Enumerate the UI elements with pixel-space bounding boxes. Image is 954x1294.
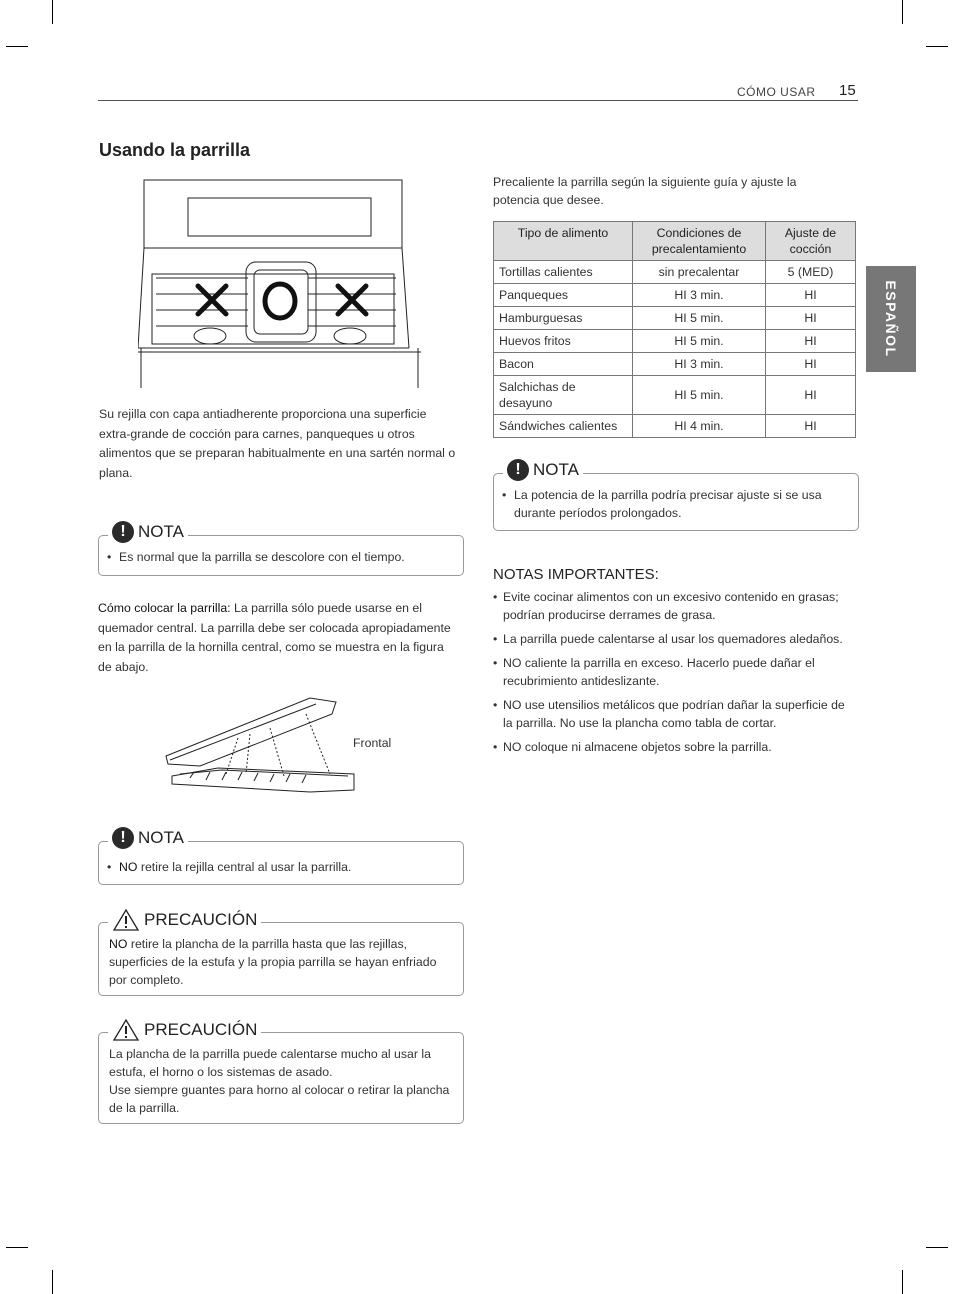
crop-mark <box>6 1247 28 1248</box>
table-row <box>494 307 856 330</box>
figure-label: Frontal <box>353 736 392 750</box>
crop-mark <box>902 1270 903 1294</box>
list-item: • Evite cocinar alimentos con un excesivo contenido en grasas; podrían producirse derrames de grasa. <box>493 588 849 624</box>
list-item: • La parrilla puede calentarse al usar los quemadores aledaños. <box>493 630 849 648</box>
table-cell: Bacon <box>494 353 633 376</box>
table-cell: HI <box>766 376 856 415</box>
how-to-label: Cómo colocar la parrilla: <box>98 601 231 615</box>
griddle-placement-illustration <box>160 694 356 794</box>
crop-mark <box>52 1270 53 1294</box>
caution-text-body: retire la plancha de la parrilla hasta que las rejillas, superficies de la estufa y la propia parrilla se hayan enfriado por completo. <box>109 937 437 987</box>
table-cell: HI 5 min. <box>633 307 766 330</box>
caution-emphasis: NO <box>109 937 128 951</box>
crop-mark <box>6 46 28 47</box>
section-name: CÓMO USAR <box>737 85 816 99</box>
note-text: • La potencia de la parrilla podría precisar ajuste si se usa durante períodos prolongados. <box>502 486 854 522</box>
table-cell: HI <box>766 307 856 330</box>
caution-text: La plancha de la parrilla puede calentarse mucho al usar la estufa, el horno o los sistemas de asado. <box>109 1047 431 1079</box>
header-rule <box>98 100 858 101</box>
table-cell: 5 (MED) <box>766 261 856 284</box>
important-notes-title: NOTAS IMPORTANTES: <box>493 566 659 583</box>
how-to-text: La parrilla sólo puede usarse en el quemador central. La parrilla debe ser colocada apropiadamente en la parrilla de la hornilla central, como se muestra en la figura de abajo. <box>98 601 451 674</box>
note-box <box>493 473 859 531</box>
cooktop-illustration <box>138 178 422 390</box>
list-item: • NO use utensilios metálicos que podrían dañar la superficie de la parrilla. No use la plancha como tabla de cortar. <box>493 696 849 732</box>
table-row <box>494 330 856 353</box>
note-title-label: NOTA <box>138 522 184 541</box>
caution-box <box>98 1032 464 1124</box>
crop-mark <box>926 46 948 47</box>
language-tab <box>866 266 916 372</box>
exclamation-icon: ! <box>112 521 134 543</box>
table-header-cell: Condiciones de precalentamiento <box>633 222 766 261</box>
table-row <box>494 376 856 415</box>
important-notes-list <box>493 588 849 762</box>
note-title-label: NOTA <box>138 828 184 847</box>
list-item: • NO caliente la parrilla en exceso. Hacerlo puede dañar el recubrimiento antideslizante. <box>493 654 849 690</box>
caution-title <box>108 908 261 932</box>
page-title: Usando la parrilla <box>99 140 251 160</box>
note-title-label: NOTA <box>533 460 579 479</box>
caution-text <box>109 935 449 989</box>
table-cell: HI 4 min. <box>633 415 766 438</box>
table-header-cell: Ajuste de cocción <box>766 222 856 261</box>
preheat-table <box>493 221 856 438</box>
note-emphasis: NO <box>119 860 138 874</box>
table-cell: HI <box>766 284 856 307</box>
table-row <box>494 261 856 284</box>
caution-title-label: PRECAUCIÓN <box>144 910 258 929</box>
exclamation-icon: ! <box>112 827 134 849</box>
table-cell: Tortillas calientes <box>494 261 633 284</box>
note-text-body: retire la rejilla central al usar la parrilla. <box>137 860 352 874</box>
table-cell: sin precalentar <box>633 261 766 284</box>
preheat-paragraph: Precaliente la parrilla según la siguiente guía y ajuste la potencia que desee. <box>493 175 797 207</box>
note-title <box>503 459 583 481</box>
table-cell: HI 3 min. <box>633 284 766 307</box>
caution-text: Use siempre guantes para horno al colocar o retirar la plancha de la parrilla. <box>109 1083 450 1115</box>
table-cell: HI 3 min. <box>633 353 766 376</box>
caution-box <box>98 922 464 996</box>
caution-title <box>108 1018 261 1042</box>
table-cell: HI <box>766 330 856 353</box>
table-header-cell: Tipo de alimento <box>494 222 633 261</box>
table-cell: HI <box>766 415 856 438</box>
caution-title-label: PRECAUCIÓN <box>144 1020 258 1039</box>
note-title <box>108 521 188 543</box>
table-cell: Panqueques <box>494 284 633 307</box>
table-cell: HI 5 min. <box>633 376 766 415</box>
table-cell: Hamburguesas <box>494 307 633 330</box>
note-text: • Es normal que la parrilla se descolore con el tiempo. <box>107 548 464 566</box>
table-header-row <box>494 222 856 261</box>
warning-triangle-icon <box>112 908 140 932</box>
list-item: • NO coloque ni almacene objetos sobre la parrilla. <box>493 738 849 756</box>
table-cell: Huevos fritos <box>494 330 633 353</box>
warning-triangle-icon <box>112 1018 140 1042</box>
note-text <box>107 858 464 876</box>
crop-mark <box>902 0 903 24</box>
exclamation-icon: ! <box>507 459 529 481</box>
crop-mark <box>52 0 53 24</box>
table-row <box>494 353 856 376</box>
table-cell: HI <box>766 353 856 376</box>
note-title <box>108 827 188 849</box>
how-to-paragraph <box>98 599 460 677</box>
table-cell: Sándwiches calientes <box>494 415 633 438</box>
table-row <box>494 415 856 438</box>
table-cell: Salchichas de desayuno <box>494 376 633 415</box>
language-tab-label: ESPAÑOL <box>883 280 899 358</box>
intro-paragraph: Su rejilla con capa antiadherente proporciona una superficie extra-grande de cocción para carnes, panqueques u otros alimentos que se preparan habitualmente en una sartén normal o plana. <box>99 407 456 480</box>
table-row <box>494 284 856 307</box>
crop-mark <box>926 1247 948 1248</box>
page-number: 15 <box>839 82 856 99</box>
table-cell: HI 5 min. <box>633 330 766 353</box>
